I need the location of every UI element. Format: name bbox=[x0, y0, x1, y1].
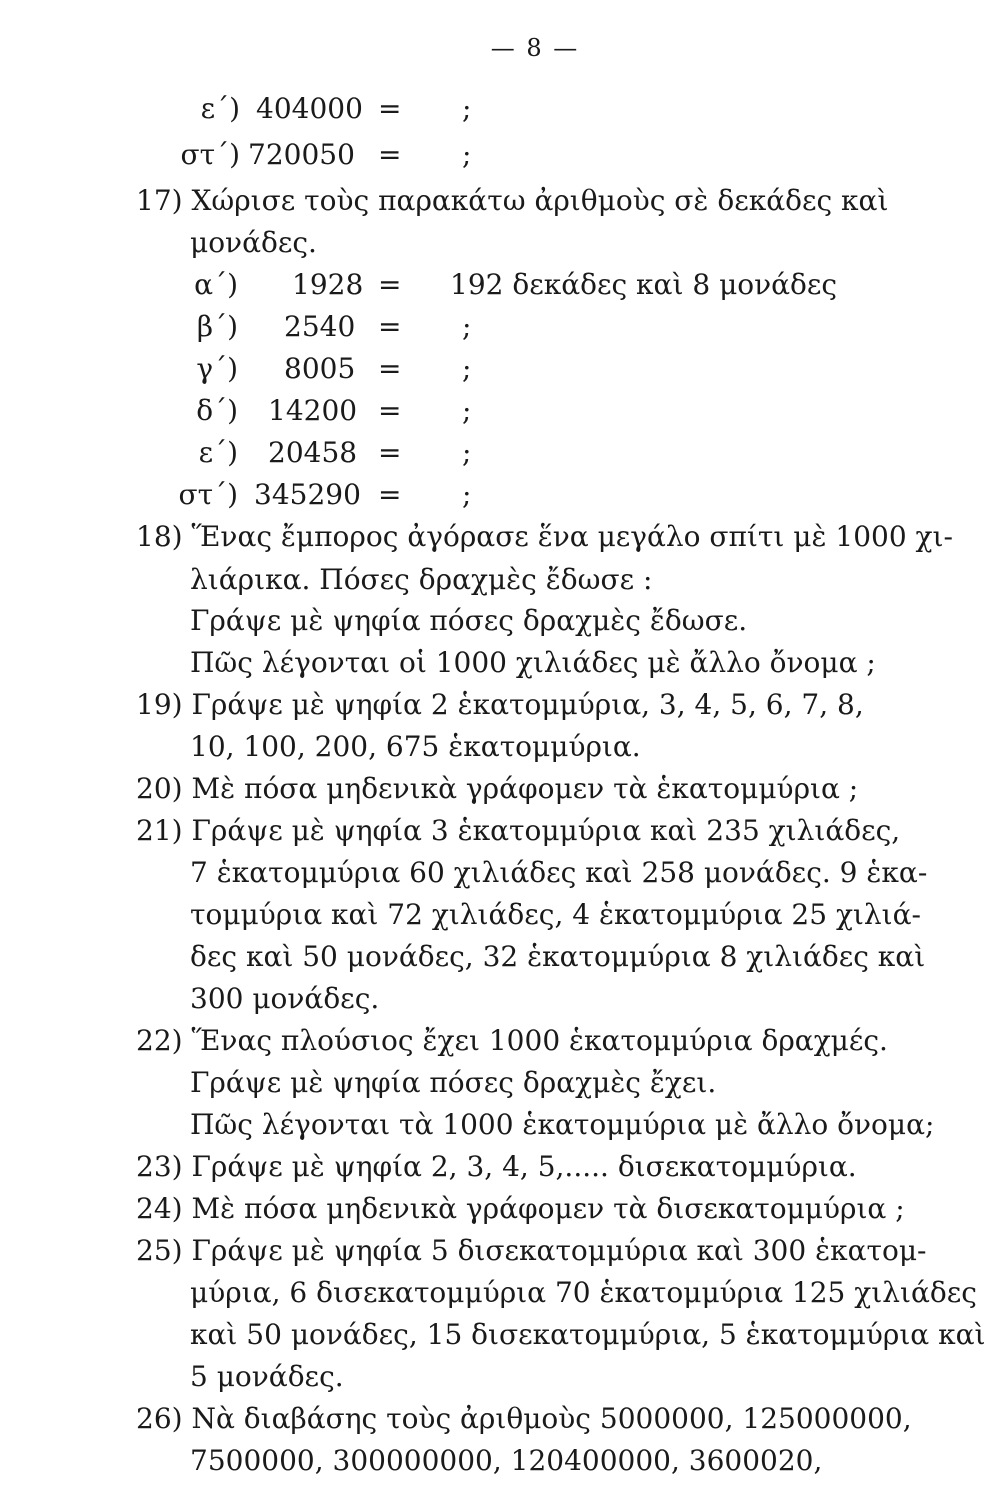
item-label: στ΄) bbox=[180, 138, 240, 171]
answer-blank: ; bbox=[462, 394, 472, 427]
exercise-text: Πῶς λέγονται οἱ 1000 χιλιάδες μὲ ἄλλο ὄνομα ; bbox=[190, 646, 876, 679]
answer-blank: ; bbox=[462, 92, 472, 125]
exercise-text: Πῶς λέγονται τὰ 1000 ἑκατομμύρια μὲ ἄλλο ὄνομα; bbox=[190, 1108, 935, 1141]
equals-sign: = bbox=[378, 310, 402, 343]
item-label: α΄) bbox=[194, 268, 238, 301]
equals-sign: = bbox=[378, 394, 402, 427]
equals-sign: = bbox=[378, 436, 402, 469]
equals-sign: = bbox=[378, 92, 402, 125]
exercise-text: 7500000, 300000000, 120400000, 3600020, bbox=[190, 1444, 823, 1477]
item-label: στ΄) bbox=[178, 478, 238, 511]
exercise-text: 300 μονάδες. bbox=[190, 982, 380, 1015]
equals-sign: = bbox=[378, 138, 402, 171]
answer-blank: ; bbox=[462, 352, 472, 385]
exercise-text: 22) Ἕνας πλούσιος ἔχει 1000 ἑκατομμύρια δραχμές. bbox=[136, 1024, 888, 1057]
answer-blank: ; bbox=[462, 436, 472, 469]
number-value: 14200 bbox=[268, 394, 358, 427]
exercise-text: 10, 100, 200, 675 ἑκατομμύρια. bbox=[190, 730, 641, 763]
number-value: 8005 bbox=[284, 352, 356, 385]
number-value: 20458 bbox=[268, 436, 358, 469]
number-value: 720050 bbox=[248, 138, 355, 171]
equals-sign: = bbox=[378, 268, 402, 301]
exercise-text: 25) Γράψε μὲ ψηφία 5 δισεκατομμύρια καὶ 300 ἑκατομ- bbox=[136, 1234, 927, 1267]
exercise-text: Γράψε μὲ ψηφία πόσες δραχμὲς ἔχει. bbox=[190, 1066, 717, 1099]
equals-sign: = bbox=[378, 478, 402, 511]
answer-text: 192 δεκάδες καὶ 8 μονάδες bbox=[450, 268, 838, 301]
exercise-text: 24) Μὲ πόσα μηδενικὰ γράφομεν τὰ δισεκατομμύρια ; bbox=[136, 1192, 905, 1225]
item-label: γ΄) bbox=[196, 352, 238, 385]
answer-blank: ; bbox=[462, 310, 472, 343]
exercise-text: μονάδες. bbox=[190, 226, 317, 259]
item-label: δ΄) bbox=[196, 394, 238, 427]
item-label: ε΄) bbox=[200, 92, 240, 125]
page-number: — 8 — bbox=[490, 34, 580, 62]
exercise-text: 21) Γράψε μὲ ψηφία 3 ἑκατομμύρια καὶ 235 χιλιάδες, bbox=[136, 814, 901, 847]
exercise-text: 20) Μὲ πόσα μηδενικὰ γράφομεν τὰ ἑκατομμύρια ; bbox=[136, 772, 859, 805]
item-label: ε΄) bbox=[198, 436, 238, 469]
exercise-text: 18) Ἕνας ἔμπορος ἀγόρασε ἕνα μεγάλο σπίτι μὲ 1000 χι- bbox=[136, 520, 953, 553]
exercise-text: δες καὶ 50 μονάδες, 32 ἑκατομμύρια 8 χιλιάδες καὶ bbox=[190, 940, 926, 973]
exercise-text: 23) Γράψε μὲ ψηφία 2, 3, 4, 5,..... δισεκατομμύρια. bbox=[136, 1150, 857, 1183]
equals-sign: = bbox=[378, 352, 402, 385]
answer-blank: ; bbox=[462, 138, 472, 171]
answer-blank: ; bbox=[462, 478, 472, 511]
number-value: 404000 bbox=[256, 92, 363, 125]
item-label: β΄) bbox=[196, 310, 238, 343]
exercise-text: 19) Γράψε μὲ ψηφία 2 ἑκατομμύρια, 3, 4, 5, 6, 7, 8, bbox=[136, 688, 864, 721]
exercise-text: 26) Νὰ διαβάσης τοὺς ἀριθμοὺς 5000000, 125000000, bbox=[136, 1402, 912, 1435]
exercise-text: τομμύρια καὶ 72 χιλιάδες, 4 ἑκατομμύρια 25 χιλιά- bbox=[190, 898, 921, 931]
exercise-text: λιάρικα. Πόσες δραχμὲς ἔδωσε : bbox=[190, 563, 653, 596]
exercise-text: μύρια, 6 δισεκατομμύρια 70 ἑκατομμύρια 125 χιλιάδες bbox=[190, 1276, 977, 1309]
exercise-text: Γράψε μὲ ψηφία πόσες δραχμὲς ἔδωσε. bbox=[190, 604, 748, 637]
exercise-text: 7 ἑκατομμύρια 60 χιλιάδες καὶ 258 μονάδες. 9 ἑκα- bbox=[190, 856, 928, 889]
number-value: 345290 bbox=[254, 478, 361, 511]
number-value: 2540 bbox=[284, 310, 356, 343]
exercise-text: 17) Χώρισε τοὺς παρακάτω ἀριθμοὺς σὲ δεκάδες καὶ bbox=[136, 184, 889, 217]
number-value: 1928 bbox=[292, 268, 364, 301]
exercise-text: καὶ 50 μονάδες, 15 δισεκατομμύρια, 5 ἑκατομμύρια καὶ bbox=[190, 1318, 986, 1351]
exercise-text: 5 μονάδες. bbox=[190, 1360, 344, 1393]
